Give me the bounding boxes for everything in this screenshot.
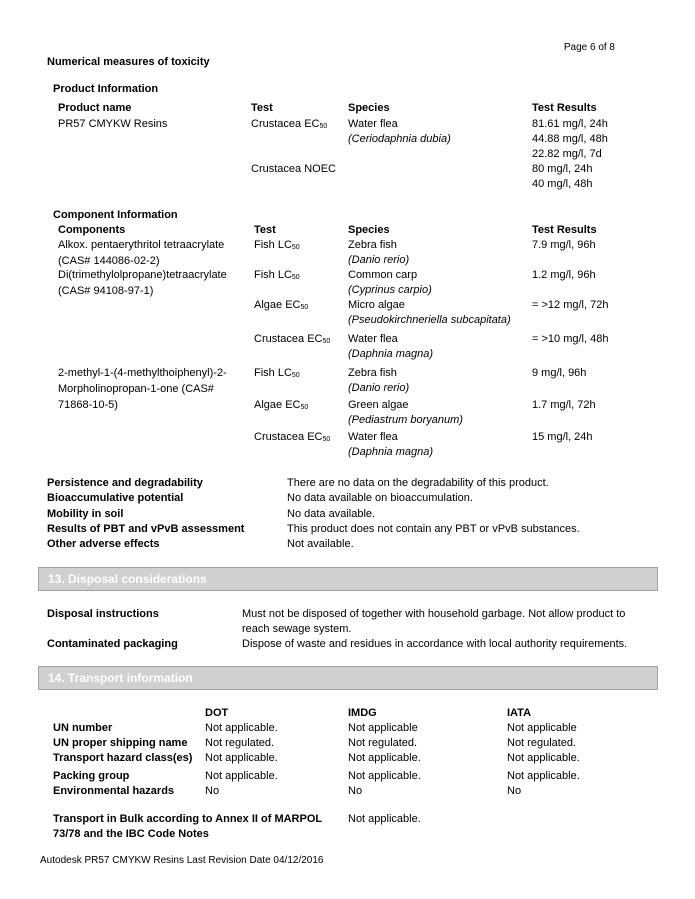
component-species: Zebra fish xyxy=(348,239,397,251)
component-name: Alkox. pentaerythritol tetraacrylate xyxy=(58,239,225,251)
product-result: 40 mg/l, 48h xyxy=(532,178,593,190)
product-test xyxy=(251,117,327,134)
col-header-test: Test xyxy=(251,102,273,114)
col-header-components: Components xyxy=(58,224,126,236)
marpol-label-2: 73/78 and the IBC Code Notes xyxy=(53,828,209,840)
component-species: Water flea xyxy=(348,431,398,443)
component-info-title: Component Information xyxy=(53,209,178,221)
col-header-iata: IATA xyxy=(507,707,532,719)
component-test xyxy=(254,332,330,349)
eco-value: This product does not contain any PBT or vPvB substances. xyxy=(287,522,580,535)
disposal-value: Dispose of waste and residues in accordance with local authority requirements. xyxy=(242,638,628,650)
page-number: Page 6 of 8 xyxy=(563,42,615,53)
test-subscript: 50 xyxy=(291,274,300,281)
component-name: (CAS# 94108-97-1) xyxy=(58,285,154,297)
component-species-latin: (Pediastrum boryanum) xyxy=(348,414,463,426)
eco-value: No data available. xyxy=(287,507,376,520)
col-header-species: Species xyxy=(348,102,390,114)
product-result: 80 mg/l, 24h xyxy=(532,163,593,175)
transport-value: Not applicable. xyxy=(507,770,580,782)
transport-value: No xyxy=(205,785,220,797)
transport-label: UN proper shipping name xyxy=(53,737,188,749)
eco-value: There are no data on the degradability of this product. xyxy=(287,477,549,489)
col-header-imdg: IMDG xyxy=(348,707,377,719)
toxicity-title: Numerical measures of toxicity xyxy=(47,56,210,68)
footer-text: Autodesk PR57 CMYKW Resins Last Revision Date 04/12/2016 xyxy=(40,855,324,866)
eco-value: No data available on bioaccumulation. xyxy=(287,492,473,505)
test-name: Crustacea EC xyxy=(254,333,323,345)
eco-label: Mobility in soil xyxy=(47,507,124,520)
test-name: Crustacea NOEC xyxy=(251,163,336,175)
component-name: Di(trimethylolpropane)tetraacrylate xyxy=(58,269,227,281)
disposal-label: Disposal instructions xyxy=(47,608,159,620)
transport-label: Transport hazard class(es) xyxy=(53,752,193,764)
component-species: Water flea xyxy=(348,333,398,345)
test-subscript: 50 xyxy=(322,436,331,443)
transport-value: Not applicable. xyxy=(348,770,421,782)
marpol-value: Not applicable. xyxy=(348,813,421,825)
component-test xyxy=(254,268,300,285)
test-subscript: 50 xyxy=(319,123,328,130)
transport-value: Not applicable. xyxy=(205,722,278,734)
component-name: (CAS# 144086-02-2) xyxy=(58,255,160,267)
component-result: 7.9 mg/l, 96h xyxy=(532,239,596,251)
component-test xyxy=(254,398,308,415)
product-test xyxy=(251,162,336,179)
component-result: 9 mg/l, 96h xyxy=(532,367,587,379)
component-species-latin: (Daphnia magna) xyxy=(348,348,433,360)
col-header-test-2: Test xyxy=(254,224,276,236)
transport-value: Not regulated. xyxy=(507,737,577,749)
eco-label: Bioaccumulative potential xyxy=(47,492,184,505)
transport-value: Not applicable xyxy=(507,722,577,734)
component-species: Common carp xyxy=(348,269,418,281)
product-species: Water flea xyxy=(348,118,398,130)
component-species-latin: (Daphnia magna) xyxy=(348,446,433,458)
test-name: Fish LC xyxy=(254,269,292,281)
test-subscript: 50 xyxy=(291,372,300,379)
test-name: Fish LC xyxy=(254,367,292,379)
transport-value: No xyxy=(348,785,363,797)
test-name: Fish LC xyxy=(254,239,292,251)
product-name: PR57 CMYKW Resins xyxy=(58,118,168,130)
component-species: Green algae xyxy=(348,399,409,411)
eco-label: Other adverse effects xyxy=(47,538,160,551)
component-species-latin: (Danio rerio) xyxy=(348,254,410,266)
component-species-latin: (Pseudokirchneriella subcapitata) xyxy=(348,314,511,326)
component-result: = >10 mg/l, 48h xyxy=(532,333,609,345)
test-subscript: 50 xyxy=(322,338,331,345)
col-header-dot: DOT xyxy=(205,707,229,719)
eco-label: Results of PBT and vPvB assessment xyxy=(47,522,245,535)
transport-value: Not applicable xyxy=(348,722,418,734)
product-species-latin: (Ceriodaphnia dubia) xyxy=(348,133,451,145)
disposal-label: Contaminated packaging xyxy=(47,638,178,650)
component-species-latin: (Cyprinus carpio) xyxy=(348,284,432,296)
test-name: Crustacea EC xyxy=(251,118,320,130)
transport-value: No xyxy=(507,785,522,797)
product-result: 44.88 mg/l, 48h xyxy=(532,133,608,145)
eco-label: Persistence and degradability xyxy=(47,477,203,489)
section-13-title: 13. Disposal considerations xyxy=(48,572,207,586)
transport-value: Not applicable. xyxy=(205,752,278,764)
marpol-label-1: Transport in Bulk according to Annex II of MARPOL xyxy=(53,813,323,825)
component-species-latin: (Danio rerio) xyxy=(348,382,410,394)
component-name: 71868-10-5) xyxy=(58,399,118,411)
component-test xyxy=(254,366,300,383)
section-13-header xyxy=(38,567,658,591)
test-name: Crustacea EC xyxy=(254,431,323,443)
section-14-header xyxy=(38,666,658,690)
component-name: Morpholinopropan-1-one (CAS# xyxy=(58,383,214,395)
test-name: Algae EC xyxy=(254,299,301,311)
transport-label: Environmental hazards xyxy=(53,785,175,797)
test-subscript: 50 xyxy=(300,304,309,311)
component-result: 1.7 mg/l, 72h xyxy=(532,399,596,411)
col-header-results: Test Results xyxy=(532,102,597,114)
test-subscript: 50 xyxy=(300,404,309,411)
transport-value: Not regulated. xyxy=(205,737,275,749)
component-name: 2-methyl-1-(4-methylthoiphenyl)-2- xyxy=(58,367,227,379)
col-header-product-name: Product name xyxy=(58,102,132,114)
component-result: 15 mg/l, 24h xyxy=(532,431,593,443)
product-info-title: Product Information xyxy=(53,83,159,95)
transport-label: Packing group xyxy=(53,770,130,782)
component-species: Zebra fish xyxy=(348,367,397,379)
transport-label: UN number xyxy=(53,722,113,734)
component-species: Micro algae xyxy=(348,299,405,311)
component-test xyxy=(254,238,300,255)
component-test xyxy=(254,298,308,315)
component-result: 1.2 mg/l, 96h xyxy=(532,269,596,281)
disposal-value: reach sewage system. xyxy=(242,623,352,635)
col-header-species-2: Species xyxy=(348,224,390,236)
test-name: Algae EC xyxy=(254,399,301,411)
component-test xyxy=(254,430,330,447)
transport-value: Not applicable. xyxy=(205,770,278,782)
disposal-value: Must not be disposed of together with household garbage. Not allow product to xyxy=(242,608,626,620)
transport-value: Not applicable. xyxy=(348,752,421,764)
component-result: = >12 mg/l, 72h xyxy=(532,299,609,311)
section-14-title: 14. Transport information xyxy=(48,671,193,685)
product-result: 81.61 mg/l, 24h xyxy=(532,118,608,130)
transport-value: Not applicable. xyxy=(507,752,580,764)
eco-value: Not available. xyxy=(287,538,354,551)
transport-value: Not regulated. xyxy=(348,737,418,749)
test-subscript: 50 xyxy=(291,244,300,251)
product-result: 22.82 mg/l, 7d xyxy=(532,148,602,160)
col-header-results-2: Test Results xyxy=(532,224,597,236)
